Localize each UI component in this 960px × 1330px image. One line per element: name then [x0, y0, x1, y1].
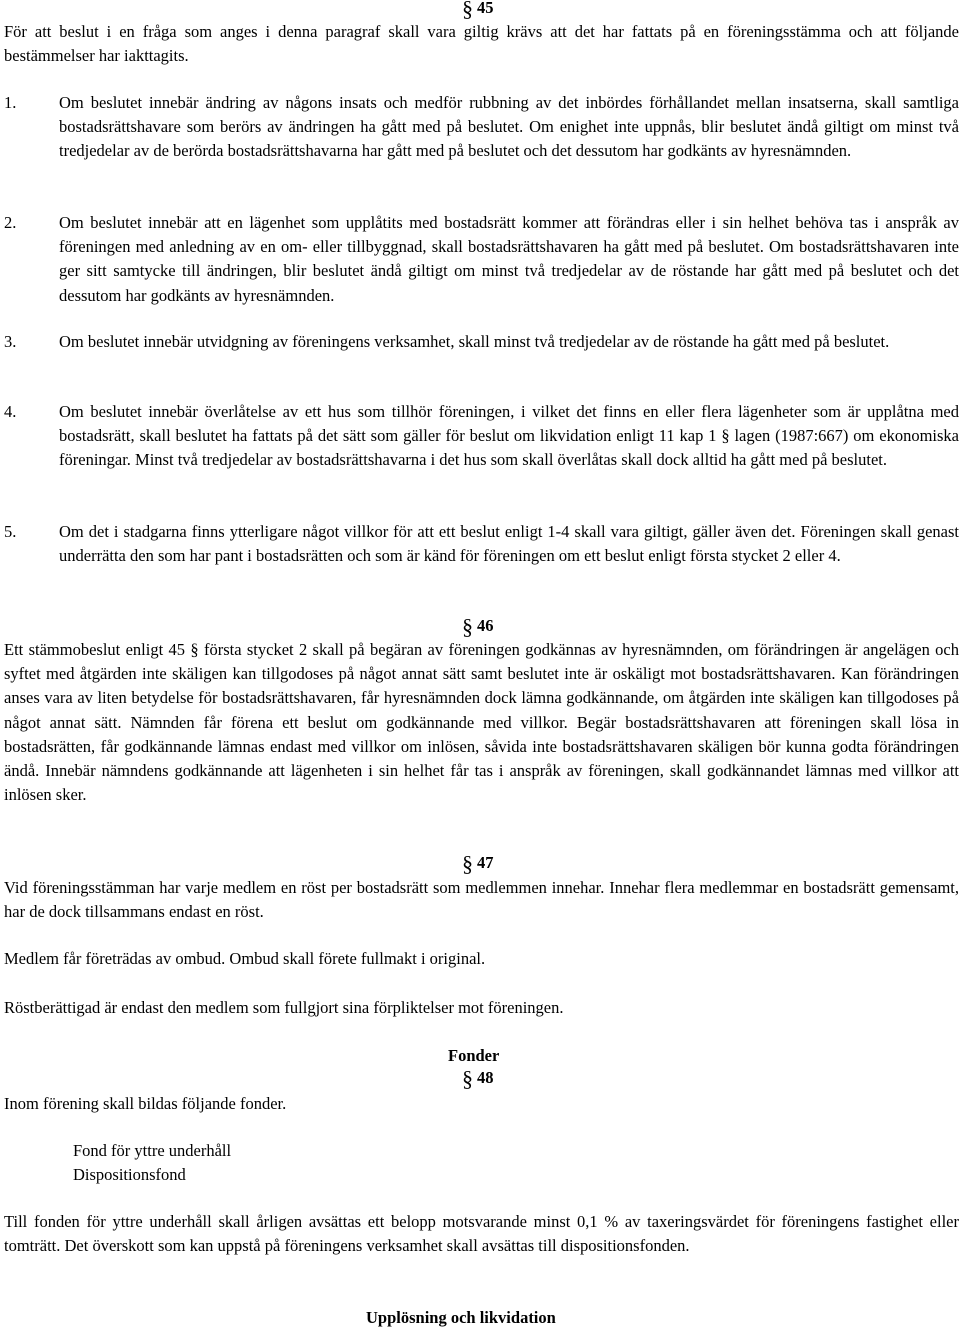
list-item-text: Om beslutet innebär utvidgning av föreningens verksamhet, skall minst två tredjedelar av de röstande ha gått med på beslutet.	[59, 332, 890, 351]
section-47-paragraph-1: Vid föreningsstämman har varje medlem en röst per bostadsrätt som medlemmen innehar. Innehar flera medlemmar en bostadsrätt gemensamt, har de dock tillsammans endast en röst.	[4, 878, 959, 922]
section-sign: §	[462, 1066, 473, 1091]
list-item-text: Om beslutet innebär ändring av någons insats och medför rubbning av det inbördes förhållandet mellan insatserna, skall samtliga bostadsrättshavare som berörs av ändringen ha gått med på beslutet. Om enighet inte uppnås, blir beslutet ändå giltigt om minst två tredjedelar av de berörda bostadsrättshavarna har gått med på beslutet och det dessutom har godkänts av hyresnämnden.	[59, 93, 959, 161]
section-number: 46	[477, 616, 494, 635]
section-number: 47	[477, 853, 494, 872]
next-section-heading: Upplösning och likvidation	[366, 1308, 556, 1327]
section-46-text: Ett stämmobeslut enligt 45 § första stycket 2 skall på begäran av föreningen godkännas av hyresnämnden, om förändringen är angelägen och syftet med åtgärden inte skäligen kan tillgodoses på något annat sätt samt beslutet inte är oskäligt mot bostadsrättshavaren. Kan förändringen anses vara av liten betydelse för bostadsrättshavaren, får hyresnämnden dock lämna godkännande, om åtgärden inte skäligen kan tillgodoses på något annat sätt. Nämnden får förena ett beslut om godkännande med villkor. Begär bostadsrättshavaren att föreningen skall lösa in bostadsrätten, får godkännande lämnas endast med villkor om inlösen, såvida inte bostadsrättshavaren skäligen bör kunna godta förändringen ändå. Innebär nämndens godkännande att lägenheten i sin helhet får tas i anspråk av föreningen, skall godkännandet lämnas med villkor att inlösen sker.	[4, 640, 959, 805]
list-item	[4, 91, 959, 164]
section-number: 48	[477, 1068, 494, 1087]
list-item	[4, 211, 959, 308]
list-item	[4, 520, 959, 568]
list-item-text: Om det i stadgarna finns ytterligare något villkor för att ett beslut enligt 1-4 skall vara giltigt, gäller även det. Föreningen skall genast underrätta den som har pant i bostadsrätten och som är känd för föreningen om ett beslut enligt första stycket 2 eller 4.	[59, 522, 959, 566]
section-45-heading	[462, 0, 494, 21]
section-47-paragraph-3: Röstberättigad är endast den medlem som fullgjort sina förpliktelser mot föreningen.	[4, 998, 564, 1017]
section-sign: §	[462, 614, 473, 639]
section-45-intro: För att beslut i en fråga som anges i denna paragraf skall vara giltig krävs att det har fattats på en föreningsstämma och att följande bestämmelser har iakttagits.	[4, 22, 959, 66]
section-number: 45	[477, 0, 494, 17]
fund-item: Dispositionsfond	[73, 1165, 186, 1184]
section-48-heading	[462, 1066, 494, 1091]
fonder-intro: Inom förening skall bildas följande fonder.	[4, 1094, 287, 1113]
section-sign: §	[462, 0, 473, 21]
list-item-number: 5.	[4, 522, 17, 541]
fund-item: Fond för yttre underhåll	[73, 1141, 232, 1160]
list-item-number: 1.	[4, 93, 17, 112]
list-item-number: 2.	[4, 213, 17, 232]
list-item	[4, 330, 959, 354]
fonder-text: Till fonden för yttre underhåll skall årligen avsättas ett belopp motsvarande minst 0,1 % av taxeringsvärdet för föreningens fastighet eller tomträtt. Det överskott som kan uppstå på föreningens verksamhet skall avsättas till dispositionsfonden.	[4, 1212, 959, 1256]
list-item-number: 3.	[4, 332, 17, 351]
list-item-number: 4.	[4, 402, 17, 421]
section-sign: §	[462, 851, 473, 876]
fonder-title: Fonder	[448, 1046, 500, 1065]
section-47-heading	[462, 851, 494, 876]
list-item	[4, 400, 959, 473]
list-item-text: Om beslutet innebär överlåtelse av ett hus som tillhör föreningen, i vilket det finns en eller flera lägenheter som är upplåtna med bostadsrätt, skall beslutet ha fattats på det sätt som gäller för beslut om likvidation enligt 11 kap 1 § lagen (1987:667) om ekonomiska föreningar. Minst två tredjedelar av bostadsrättshavarna i det hus som skall överlåtas skall dock alltid ha gått med på beslutet.	[59, 402, 959, 470]
section-46-heading	[462, 614, 494, 639]
list-item-text: Om beslutet innebär att en lägenhet som upplåtits med bostadsrätt kommer att förändras eller i sin helhet behöva tas i anspråk av föreningen med anledning av en om- eller tillbyggnad, skall bostadsrättshavaren ha gått med på beslutet. Om bostadsrättshavaren inte ger sitt samtycke till ändringen, blir beslutet ändå giltigt om minst två tredjedelar av de röstande har gått med på beslutet och det dessutom har godkänts av hyresnämnden.	[59, 213, 959, 305]
section-47-paragraph-2: Medlem får företrädas av ombud. Ombud skall förete fullmakt i original.	[4, 949, 486, 968]
